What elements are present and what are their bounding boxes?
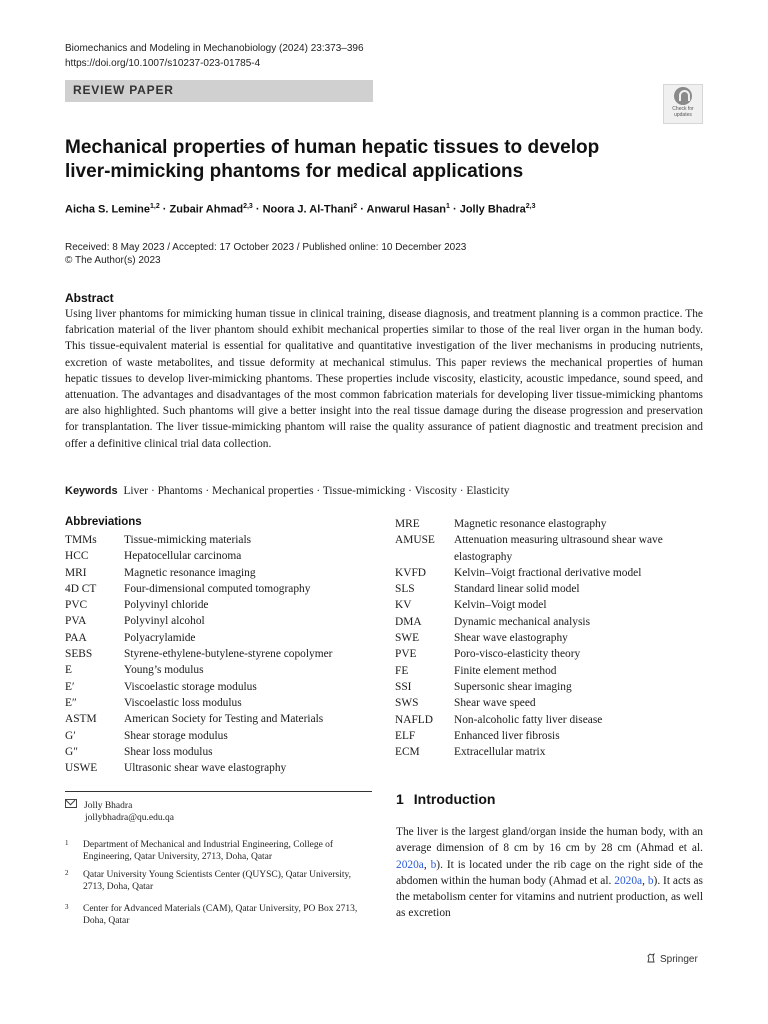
section-title: Introduction — [413, 791, 496, 807]
journal-header — [65, 41, 364, 71]
introduction-heading — [396, 791, 495, 807]
abbreviation-row: SEBS Styrene-ethylene-butylene-styrene copolymer — [65, 648, 333, 661]
abbreviation-row: MRE Magnetic resonance elastography — [395, 518, 607, 530]
author-affiliation: 1,2 — [149, 203, 160, 210]
abbreviation-row: MRI Magnetic resonance imaging — [65, 566, 256, 579]
abbreviation-row: PVE Poro-visco-elasticity theory — [395, 648, 581, 661]
affiliation-text: Department of Mechanical and Industrial Engineering, College of Engineering, Qatar University, 2713, Doha, Qatar — [83, 840, 334, 863]
abbreviation-row: SWS Shear wave speed — [395, 697, 536, 710]
check-for-updates-label: Check for updates — [672, 106, 694, 118]
abbreviation-row: KVFD Kelvin–Voigt fractional derivative model — [395, 566, 642, 579]
publication-dates — [65, 241, 466, 267]
affiliation-text: Center for Advanced Materials (CAM), Qatar University, PO Box 2713, Doha, Qatar — [83, 904, 358, 927]
abbreviation-row: PAA Polyacrylamide — [65, 631, 196, 644]
affiliation — [65, 903, 365, 927]
author[interactable]: Noora J. Al-Thani — [262, 203, 354, 216]
keywords-label: Keywords — [65, 485, 118, 497]
abbreviations-heading: Abbreviations — [65, 516, 142, 528]
mail-icon — [65, 799, 77, 808]
doi-link[interactable]: https://doi.org/10.1007/s10237-023-01785-4 — [65, 58, 261, 69]
abbreviation-row: PVC Polyvinyl chloride — [65, 599, 209, 612]
citation-link[interactable]: 2020a — [396, 858, 424, 871]
abbreviation-row: SLS Standard linear solid model — [395, 583, 580, 596]
publisher-name: Springer — [660, 954, 698, 965]
author-affiliation: 2,3 — [243, 203, 253, 210]
introduction-text: The liver is the largest gland/organ inside the human body, with an average dimension of 8 cm by 16 cm by 28 cm (Ahmad et al. 2020a, b). It is located under the rib cage on the right side of the abdomen within the human body (Ahmad et al. 2020a, b). It acts as the metabolism center for vitamins and nutrient production, as well as excretion — [396, 826, 703, 920]
abbreviation-row: KV Kelvin–Voigt model — [395, 599, 547, 612]
citation-link[interactable]: 2020a — [614, 874, 643, 887]
author[interactable]: Anwarul Hasan — [366, 203, 446, 216]
abbreviation-row: PVA Polyvinyl alcohol — [65, 615, 205, 628]
springer-horse-icon — [646, 953, 656, 963]
citation-link[interactable]: b — [647, 874, 654, 887]
corresponding-email[interactable]: jollybhadra@qu.edu.qa — [85, 813, 174, 823]
abbreviation-row: HCC Hepatocellular carcinoma — [65, 550, 242, 563]
section-number: 1 — [396, 791, 404, 807]
paper-title: Mechanical properties of human hepatic tissues to develop liver-mimicking phantoms for medical applications — [65, 137, 600, 182]
abbreviation-row: DMA Dynamic mechanical analysis — [395, 615, 591, 628]
abbreviation-row: ASTM American Society for Testing and Materials — [65, 713, 324, 726]
abbreviation-row: AMUSE Attenuation measuring ultrasound shear wave elastography — [395, 534, 663, 563]
section-label: REVIEW PAPER — [73, 83, 174, 97]
abbreviation-row: E Young’s modulus — [65, 664, 204, 677]
abbreviations-right-column — [395, 516, 705, 760]
abbreviation-row: ELF Enhanced liver fibrosis — [395, 729, 560, 742]
journal-citation: Biomechanics and Modeling in Mechanobiology (2024) 23:373–396 — [65, 43, 364, 54]
author-affiliation: 2 — [353, 203, 358, 210]
abbreviation-row: E′ Viscoelastic storage modulus — [65, 680, 257, 693]
affiliation-number: 1 — [65, 839, 69, 847]
check-for-updates-button[interactable] — [663, 84, 703, 124]
check-for-updates-icon — [674, 87, 692, 105]
keywords — [65, 485, 509, 497]
copyright: © The Author(s) 2023 — [65, 255, 161, 266]
affiliation-number: 2 — [65, 869, 69, 877]
author[interactable]: Zubair Ahmad — [169, 203, 244, 216]
author-affiliation: 1 — [446, 203, 450, 210]
author-list: Aicha S. Lemine$^{1,2}$ · Zubair Ahmad$^{2,3}$ · Noora J. Al-Thani$^2$ · Anwarul Hasan$^1$ · Jolly Bhadra$^{2,3}$ — [65, 203, 536, 216]
abbreviation-row: NAFLD Non-alcoholic fatty liver disease — [395, 713, 603, 726]
publisher-logo — [646, 953, 698, 965]
keywords-list: Liver · Phantoms · Mechanical properties · Tissue-mimicking · Viscosity · Elasticity — [123, 485, 510, 497]
affiliation — [65, 869, 365, 893]
abbreviation-row: ECM Extracellular matrix — [395, 746, 546, 759]
abbreviation-row: G″ Shear loss modulus — [65, 745, 213, 758]
abbreviation-row: E″ Viscoelastic loss modulus — [65, 696, 242, 709]
abbreviation-row: FE Finite element method — [395, 664, 557, 677]
abbreviations-left-column — [65, 532, 375, 776]
abstract-heading: Abstract — [65, 291, 114, 305]
author-affiliation: 2,3 — [525, 203, 536, 210]
affiliation-number: 3 — [65, 903, 69, 911]
abbreviation-row: SWE Shear wave elastography — [395, 632, 568, 645]
corresponding-author: Jolly Bhadra — [84, 801, 133, 811]
section-label-bar — [65, 80, 373, 102]
affiliation — [65, 839, 365, 863]
footnote-divider — [65, 791, 372, 792]
abbreviation-row: TMMs Tissue-mimicking materials — [65, 534, 252, 546]
author[interactable]: Jolly Bhadra — [459, 203, 526, 216]
abstract-text: Using liver phantoms for mimicking human tissue in clinical training, disease diagnosis, and treatment planning is a common practice. The fabrication material of the liver phantom should exhibit mechanical properties similar to those of the real liver organ in the human body. This tissue-equivalent material is essential for qualitative and quantitative investigation of the liver mechanisms in producing nutrients, excretion of waste metabolites, and tissue deformity at mechanical stimulus. This paper reviews the mechanical properties of human hepatic tissues to develop liver-mimicking phantoms. These properties include viscosity, elasticity, acoustic impedance, sound speed, and attenuation. The advantages and disadvantages of the most common fabrication materials for developing liver tissue-mimicking phantoms are also highlighted. Such phantoms will give a better insight into the real tissue damage during the disease progression and preservation for transplantation. The liver tissue-mimicking phantom will raise the quality assurance of patient diagnostic and treatment precision and offer a definitive clinical trial data collection. — [65, 308, 703, 450]
abbreviation-row: G′ Shear storage modulus — [65, 729, 228, 742]
abbreviation-row: USWE Ultrasonic shear wave elastography — [65, 762, 287, 775]
abbreviation-row: 4D CT Four-dimensional computed tomography — [65, 582, 311, 595]
affiliation-text: Qatar University Young Scientists Center (QUYSC), Qatar University, 2713, Doha, Qatar — [83, 870, 351, 893]
author[interactable]: Aicha S. Lemine — [65, 203, 150, 216]
citation-link[interactable]: b — [430, 858, 437, 871]
correspondence — [65, 799, 174, 824]
abbreviation-row: SSI Supersonic shear imaging — [395, 680, 572, 693]
history-dates: Received: 8 May 2023 / Accepted: 17 October 2023 / Published online: 10 December 2023 — [65, 242, 467, 253]
